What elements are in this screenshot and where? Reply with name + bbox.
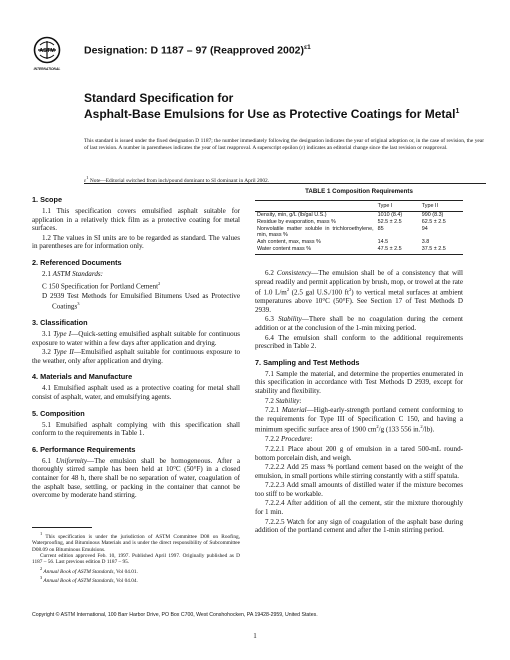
table-cell: 62.5 ± 2.5	[421, 219, 446, 226]
table-header-cell: Type II	[420, 200, 463, 211]
section-heading-referenced: 2. Referenced Documents	[32, 257, 122, 267]
paragraph-6-3: 6.3 Stability—There shall be no coagulation during the cement addition or at the conclusion of the 1-min mixing period.	[255, 315, 464, 333]
table-cell: 94	[421, 226, 428, 233]
paragraph-7-2-2-3: 7.2.2.3 Add small amounts of distilled water if the mixture becomes too stiff to be workable.	[255, 481, 463, 498]
header-divider	[84, 183, 486, 184]
paragraph-7-1: 7.1 Sample the material, and determine the properties enumerated in this specification in accordance with Test Methods D 2939, except for stability and flexibility.	[255, 369, 463, 395]
table-cell: Water content mass %	[255, 246, 376, 255]
footnote-divider	[32, 527, 92, 528]
section-heading-sampling: 7. Sampling and Test Methods	[255, 357, 360, 367]
table-row	[255, 226, 463, 239]
logo-subtext: INTERNATIONAL	[33, 67, 61, 71]
table-cell: Nonvolatile matter soluble in trichloroethylene, min, mass %	[257, 226, 374, 239]
paragraph-6-2: 6.2 Consistency—The emulsion shall be of a consistency that will spread readily and permit application by brush, mop, or trowel at the rate of 1.0 $L/m^2$ (2.5 gal U.S./100 $ft^2$) to vertical metal surfaces at ambient temperatures above 10°C (50°F). See Section 17 of Test Methods D 2939.	[255, 269, 463, 314]
table-1-title: TABLE 1 Composition Requirements	[305, 188, 413, 195]
paragraph-7-2: 7.2 Stability:	[265, 396, 302, 405]
footnote-3: $^3$ Annual Book of ASTM Standards, Vol 04.04.	[40, 574, 138, 584]
editorial-note: $\varepsilon^1$ Note—Editorial switched from inch/pound dominant to SI dominant in April 2002.	[84, 175, 270, 184]
designation-text: Designation: D 1187 – 97 (Reapproved 2002)	[84, 44, 305, 57]
table-cell: 1010 (8.4)	[377, 212, 403, 219]
table-row	[255, 211, 463, 219]
title-line-2: Asphalt-Base Emulsions for Use as Protective Coatings for Metal$^1$	[84, 107, 460, 121]
table-header-cell	[255, 200, 376, 211]
paragraph-1-1: 1.1 This specification covers emulsified asphalt suitable for application in a relatively thick film as a protective coating for metal surfaces.	[32, 207, 240, 233]
paragraph-6-4: 6.4 The emulsion shall conform to the additional requirements prescribed in Table 2.	[255, 333, 463, 351]
table-cell: Density, min, g/L (lb/gal U.S.)	[257, 212, 327, 219]
title-line-1: Standard Specification for	[84, 91, 234, 105]
logo-text: ASTM	[39, 48, 55, 54]
table-cell: 85	[377, 226, 384, 233]
page-number: 1	[253, 632, 257, 640]
table-cell: 14.5	[377, 239, 389, 246]
paragraph-6-1: 6.1 Uniformity—The emulsion shall be homogeneous. After a thoroughly stirred sample has been held at 10°C (50°F) in a closed container for 48 h, there shall be no separation of water, coagulation of the asphalt base, settling, or packing in the container that cannot be overcome by moderate hand stirring.	[32, 456, 240, 500]
table-cell: 3.8	[421, 239, 430, 246]
paragraph-3-2: 3.2 Type II—Emulsified asphalt suitable for continuous exposure to the weather, only after application and drying.	[32, 348, 240, 365]
paragraph-7-2-2-4: 7.2.2.4 After addition of all the cement, stir the mixture thoroughly for 1 min.	[255, 499, 463, 517]
table-row	[255, 239, 463, 246]
table-cell: 47.5 ± 2.5	[376, 246, 420, 255]
astm-logo	[32, 36, 62, 74]
left-column	[32, 188, 240, 501]
reference-d2939: D 2939 Test Methods for Emulsified Bitumens Used as Protective Coatings$^3$	[42, 291, 240, 311]
right-column	[255, 188, 463, 536]
paragraph-5-1: 5.1 Emulsified asphalt complying with this specification shall conform to the requirements in Table 1.	[32, 420, 240, 438]
reference-c150: C 150 Specification for Portland Cement$^2$	[42, 280, 161, 290]
standard-note: This standard is issued under the fixed designation D 1187; the number immediately following the designation indicates the year of original adoption or, in the case of revision, the year of last revision. A number in parentheses indicates the year of last reapproval. A superscript epsilon (ε) indicates an editorial change since the last revision or reapproval.	[84, 138, 484, 151]
paragraph-1-2: 1.2 The values in SI units are to be regarded as standard. The values in parentheses are for information only.	[32, 233, 240, 251]
title-footnote-ref: 1	[455, 108, 460, 115]
footnotes	[32, 531, 240, 584]
paragraph-4-1: 4.1 Emulsified asphalt used as a protective coating for metal shall consist of asphalt, water, and emulsifying agents.	[32, 384, 240, 402]
table-cell: Residue by evaporation, mass %	[257, 219, 336, 226]
designation	[84, 44, 311, 57]
table-cell: 37.5 ± 2.5	[420, 246, 463, 255]
document-title	[84, 91, 484, 121]
table-cell: 52.5 ± 2.5	[377, 219, 402, 226]
table-row	[255, 219, 463, 226]
paragraph-7-2-2-2: 7.2.2.2 Add 25 mass % portland cement based on the weight of the emulsion, in small portions while stirring constantly with a stiff spatula.	[255, 463, 463, 480]
designation-suffix: ε1	[304, 44, 311, 51]
table-1	[255, 200, 463, 256]
paragraph-7-2-2-5: 7.2.2.5 Watch for any sign of coagulation of the asphalt base during addition of the portland cement and after the 1-min stirring period.	[255, 517, 463, 535]
footnote-2: $^2$ Annual Book of ASTM Standards, Vol 04.01.	[40, 565, 138, 575]
table-header-cell: Type I	[376, 200, 420, 211]
footnote-1: $^1$ This specification is under the jurisdiction of ASTM Committee D08 on Roofing, Waterproofing, and Bituminous Materials and is under the direct responsibility of Subcommittee D08.09 on Bituminous Emulsions.	[32, 531, 240, 553]
paragraph-7-2-1: 7.2.1 Material—High-early-strength portland cement conforming to the requirements for Type III of Specification C 150, and having a minimum specific surface area of 1900 $cm^2/g$ (133 556 in.$^2$/lb).	[255, 406, 463, 434]
table-cell: Ash content, max, mass %	[257, 239, 321, 246]
table-cell: 990 (8.3)	[421, 212, 444, 219]
section-heading-materials: 4. Materials and Manufacture	[32, 372, 133, 382]
paragraph-7-2-2-1: 7.2.2.1 Place about 200 g of emulsion in a tared 500-mL round-bottom porcelain dish, and weigh.	[255, 444, 463, 462]
copyright-notice: Copyright © ASTM International, 100 Barr Harbor Drive, PO Box C700, West Conshohocken, PA 19428-2959, United States.	[32, 612, 318, 618]
section-heading-performance: 6. Performance Requirements	[32, 444, 136, 454]
table-row	[255, 246, 463, 255]
section-heading-scope: 1. Scope	[32, 195, 63, 204]
section-heading-composition: 5. Composition	[32, 408, 85, 418]
paragraph-2-1: 2.1 ASTM Standards:	[42, 269, 104, 278]
section-heading-classification: 3. Classification	[32, 318, 88, 328]
paragraph-7-2-2: 7.2.2 Procedure:	[265, 435, 313, 444]
table-header-row	[255, 200, 463, 211]
footnote-1b: Current edition approved Feb. 10, 1997. Published April 1997. Originally published as D 1187 – 56. Last previous edition D 1187 – 95.	[32, 552, 240, 566]
paragraph-3-1: 3.1 Type I—Quick-setting emulsified asphalt suitable for continuous exposure to water within a few days after application and drying.	[32, 330, 240, 347]
